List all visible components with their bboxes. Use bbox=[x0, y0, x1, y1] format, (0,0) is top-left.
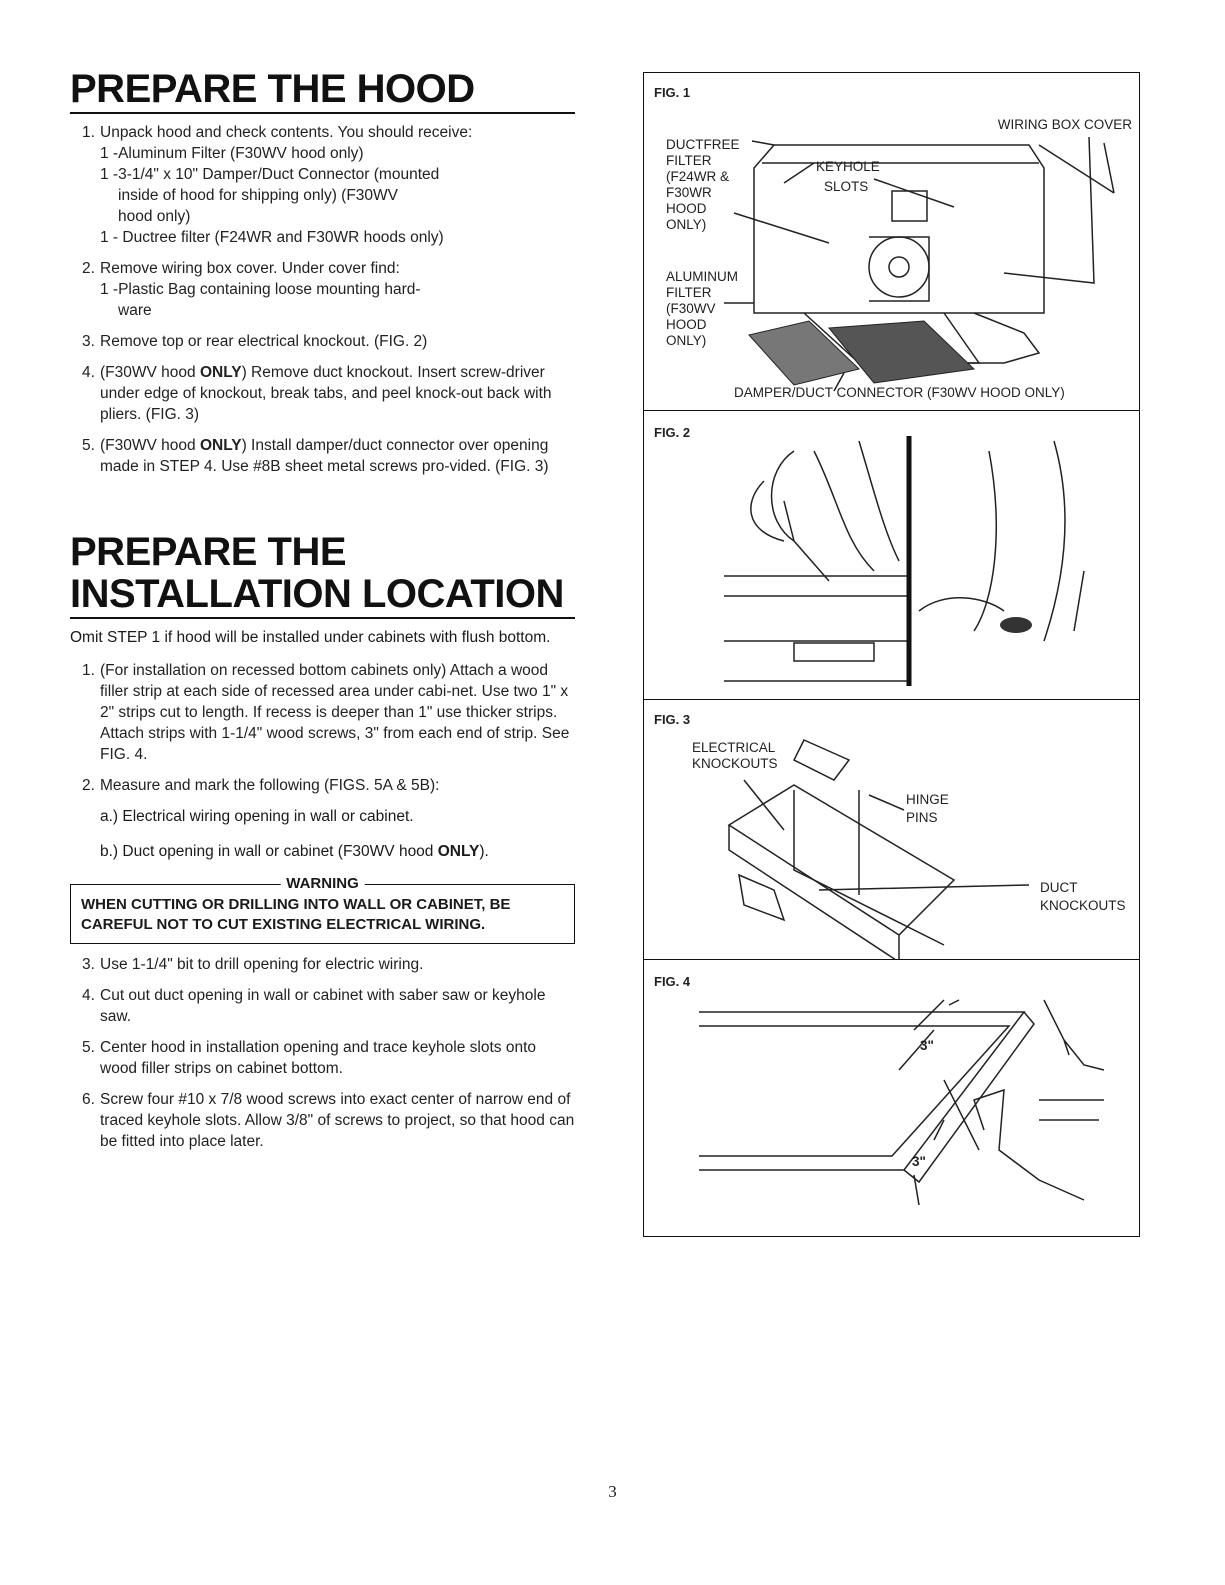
hood-step-5: 5. (F30WV hood ONLY) Install damper/duct connector over opening made in STEP 4. Use #8B sheet metal screws pro-vided. (FIG. 3) bbox=[82, 437, 549, 475]
fig1-keyhole-callout bbox=[816, 159, 880, 194]
location-step-3: 3. Use 1-1/4" bit to drill opening for electric wiring. bbox=[82, 956, 424, 973]
svg-text:DUCTFREE: DUCTFREE bbox=[666, 137, 740, 152]
location-step-5: 5. Center hood in installation opening and trace keyhole slots onto wood filler strips on cabinet bottom. bbox=[82, 1039, 537, 1077]
svg-text:FILTER: FILTER bbox=[666, 285, 712, 300]
fig2-panel bbox=[643, 410, 1140, 700]
svg-text:ALUMINUM: ALUMINUM bbox=[666, 269, 739, 284]
fig1-panel bbox=[643, 72, 1140, 412]
svg-text:FILTER: FILTER bbox=[666, 153, 712, 168]
fig2-hole bbox=[1000, 617, 1032, 633]
location-step-6: 6. Screw four #10 x 7/8 wood screws into exact center of narrow end of traced keyhole slots. Allow 3/8" of screws to project, so that hood can be fitted into place later. bbox=[82, 1091, 575, 1150]
fig2-illustration bbox=[644, 411, 1141, 701]
fig1-ductfree-callout bbox=[666, 137, 740, 232]
warning-text: WHEN CUTTING OR DRILLING INTO WALL OR CABINET, BE CAREFUL NOT TO CUT EXISTING ELECTRICAL WIRING. bbox=[81, 896, 511, 933]
hood-steps bbox=[70, 122, 575, 477]
warning-title: WARNING bbox=[280, 874, 365, 894]
fig2-drawing bbox=[724, 441, 1084, 681]
measure-sub-b: b.) Duct opening in wall or cabinet (F30WV hood ONLY). bbox=[100, 843, 489, 860]
measure-sub-a: a.) Electrical wiring opening in wall or cabinet. bbox=[100, 808, 414, 825]
location-step-1: 1. (For installation on recessed bottom cabinets only) Attach a wood filler strip at each side of recessed area under cabi-net. Use two 1" x 2" strips cut to length. If recess is deeper than 1" use thicker strips. Attach strips with 1-1/4" wood screws, 3" from each end of strip. See FIG. 4. bbox=[82, 662, 570, 763]
fig3-drawing bbox=[729, 740, 1029, 962]
svg-text:(F30WV: (F30WV bbox=[666, 301, 716, 316]
fig1-damper-callout: DAMPER/DUCT CONNECTOR (F30WV HOOD ONLY) bbox=[734, 385, 1065, 400]
svg-text:(F24WR &: (F24WR & bbox=[666, 169, 730, 184]
svg-text:HOOD: HOOD bbox=[666, 317, 707, 332]
fig4-drawing bbox=[699, 1000, 1104, 1205]
fig4-panel bbox=[643, 959, 1140, 1237]
svg-text:DUCT: DUCT bbox=[1040, 880, 1078, 895]
fig1-wiring-box-cover: WIRING BOX COVER bbox=[997, 117, 1132, 132]
svg-text:SLOTS: SLOTS bbox=[824, 179, 869, 194]
fig1-label: FIG. 1 bbox=[654, 85, 691, 100]
fig4-dim-bottom: 3" bbox=[912, 1154, 926, 1169]
fig1-aluminum-callout bbox=[666, 269, 738, 348]
fig3-duct-callout bbox=[1040, 880, 1126, 913]
fig3-electrical-callout bbox=[692, 740, 778, 771]
hood-step-1: 1. Unpack hood and check contents. You should receive: 1 -Aluminum Filter (F30WV hood only) 1 -3-1/4" x 10" Damper/Duct Connector (mounted inside of hood for shipping only) (F30WV hood only) 1 - Ductree filter (F24WR and F30WR hoods only) bbox=[82, 124, 473, 246]
location-steps-a bbox=[70, 660, 575, 796]
svg-text:HOOD: HOOD bbox=[666, 201, 707, 216]
location-steps-b bbox=[70, 954, 575, 1152]
warning-box bbox=[70, 875, 575, 944]
location-step-4: 4. Cut out duct opening in wall or cabinet with saber saw or keyhole saw. bbox=[82, 987, 546, 1025]
hood-step-3: 3. Remove top or rear electrical knockout. (FIG. 2) bbox=[82, 333, 428, 350]
svg-text:F30WR: F30WR bbox=[666, 185, 712, 200]
svg-text:ONLY): ONLY) bbox=[666, 217, 707, 232]
hood-step-2: 2. Remove wiring box cover. Under cover find: 1 -Plastic Bag containing loose mounting hard- ware bbox=[82, 260, 421, 319]
svg-text:ONLY): ONLY) bbox=[666, 333, 707, 348]
svg-text:KNOCKOUTS: KNOCKOUTS bbox=[692, 756, 778, 771]
fig3-label: FIG. 3 bbox=[654, 712, 691, 727]
location-step-2: 2. Measure and mark the following (FIGS. 5A & 5B): bbox=[82, 777, 440, 794]
location-intro: Omit STEP 1 if hood will be installed under cabinets with flush bottom. bbox=[70, 629, 551, 646]
page-number: 3 bbox=[608, 1482, 617, 1501]
hood-section-title: PREPARE THE HOOD bbox=[70, 68, 575, 114]
svg-text:HINGE: HINGE bbox=[906, 792, 949, 807]
fig1-filters bbox=[749, 321, 974, 385]
fig4-label: FIG. 4 bbox=[654, 974, 691, 989]
fig3-illustration bbox=[644, 700, 1141, 962]
svg-text:KNOCKOUTS: KNOCKOUTS bbox=[1040, 898, 1126, 913]
fig2-label: FIG. 2 bbox=[654, 425, 691, 440]
fig2-knockout bbox=[794, 643, 874, 661]
fig4-illustration bbox=[644, 960, 1141, 1238]
hood-step-4: 4. (F30WV hood ONLY) Remove duct knockout. Insert screw-driver under edge of knockout, break tabs, and peel knock-out back with pliers. (FIG. 3) bbox=[82, 364, 552, 423]
svg-text:ELECTRICAL: ELECTRICAL bbox=[692, 740, 776, 755]
fig3-panel bbox=[643, 699, 1140, 961]
svg-text:KEYHOLE: KEYHOLE bbox=[816, 159, 880, 174]
left-column bbox=[70, 68, 575, 1162]
fig4-dim-top: 3" bbox=[920, 1038, 934, 1053]
fig1-illustration bbox=[644, 73, 1141, 413]
location-section-title: PREPARE THE INSTALLATION LOCATION bbox=[70, 531, 575, 619]
svg-text:PINS: PINS bbox=[906, 810, 938, 825]
fig3-hinge-callout bbox=[906, 792, 949, 825]
